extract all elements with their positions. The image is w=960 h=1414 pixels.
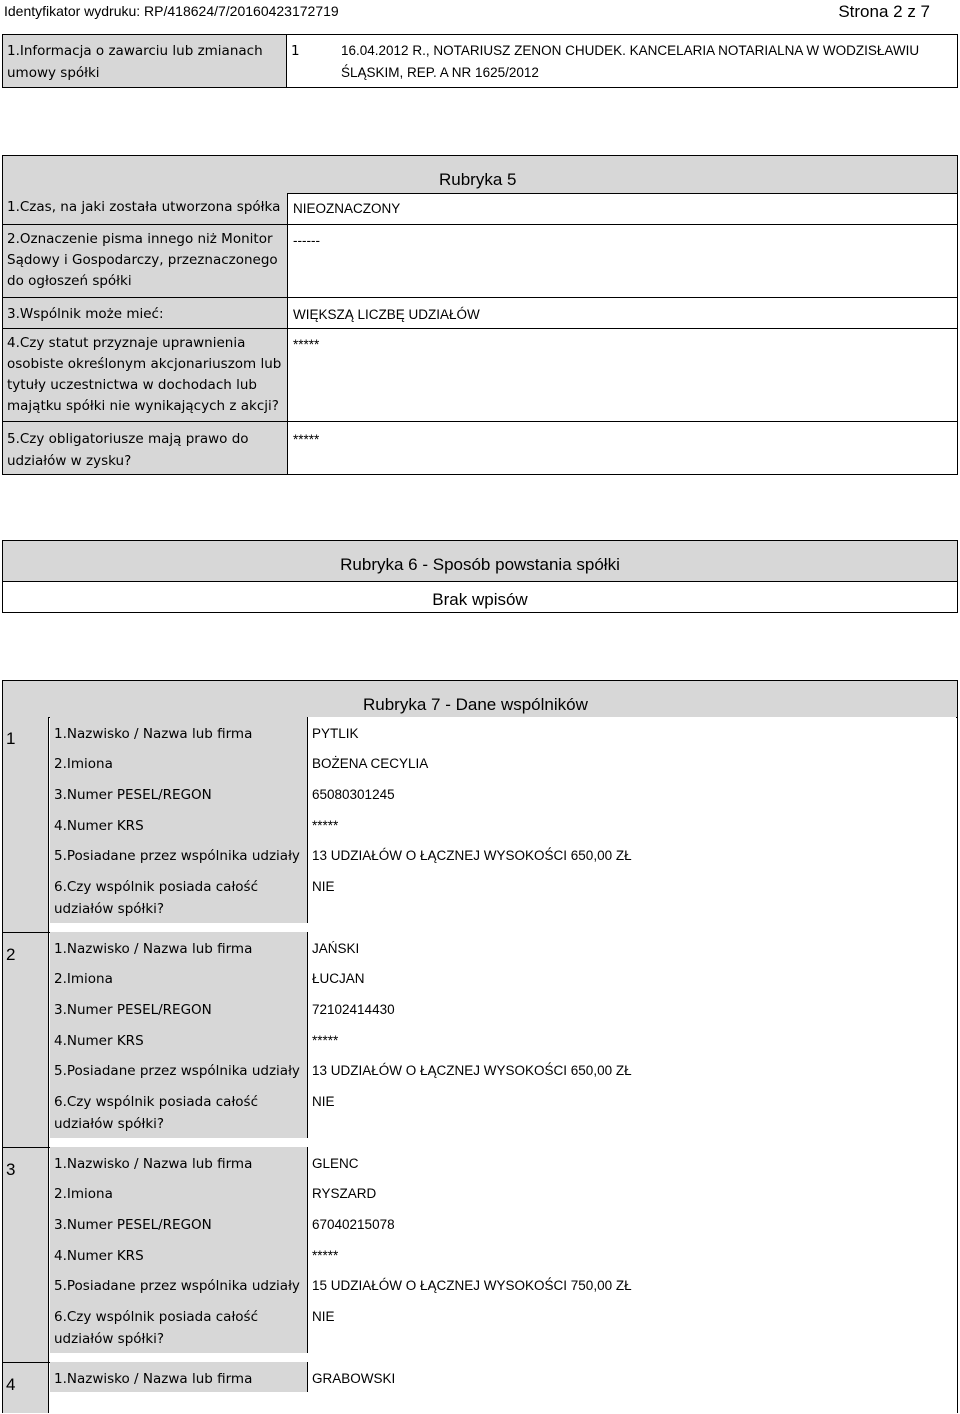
partner-field-label: 1.Nazwisko / Nazwa lub firma bbox=[50, 932, 308, 962]
partner-number: 2 bbox=[3, 932, 49, 1147]
partner-field-value: 65080301245 bbox=[308, 778, 956, 809]
r5-divider bbox=[3, 224, 957, 225]
rubryka-6-title: Rubryka 6 - Sposób powstania spółki bbox=[340, 555, 620, 574]
rubryka-6-section bbox=[2, 540, 958, 613]
r5-divider bbox=[3, 421, 957, 422]
contract-info-num: 1 bbox=[291, 43, 300, 59]
partner-field-value: ***** bbox=[308, 1024, 956, 1054]
partner-field-value: ***** bbox=[308, 1239, 956, 1269]
partner-number: 4 bbox=[3, 1362, 49, 1413]
partner-field-value: NIE bbox=[308, 1085, 956, 1138]
partner-field-label: 3.Numer PESEL/REGON bbox=[50, 993, 308, 1024]
partner-field-label: 6.Czy wspólnik posiada całość udziałów spółki? bbox=[50, 1300, 308, 1353]
rubryka-6-body bbox=[3, 581, 957, 612]
no-entries-text: Brak wpisów bbox=[432, 590, 528, 609]
r5-value-5: ***** bbox=[293, 432, 320, 447]
partner-field-value: GLENC bbox=[308, 1147, 956, 1177]
partner-field-label: 2.Imiona bbox=[50, 747, 308, 778]
r5-divider bbox=[3, 328, 957, 329]
partner-field-value: BOŻENA CECYLIA bbox=[308, 747, 956, 778]
partner-field-label: 6.Czy wspólnik posiada całość udziałów spółki? bbox=[50, 1085, 308, 1138]
r5-label-1: 1.Czas, na jaki została utworzona spółka bbox=[3, 194, 287, 224]
partner-field-value: 72102414430 bbox=[308, 993, 956, 1024]
partner-number: 3 bbox=[3, 1147, 49, 1362]
partner-field-value: NIE bbox=[308, 870, 956, 923]
partner-field-value: PYTLIK bbox=[308, 717, 956, 747]
r5-value-4: ***** bbox=[293, 337, 320, 352]
partner-field-label: 2.Imiona bbox=[50, 1177, 308, 1208]
partner-field-label: 1.Nazwisko / Nazwa lub firma bbox=[50, 1362, 308, 1392]
r5-value-1: NIEOZNACZONY bbox=[293, 201, 401, 216]
partner-field-value: ***** bbox=[308, 809, 956, 839]
contract-info-row bbox=[2, 34, 958, 88]
r5-value-3: WIĘKSZĄ LICZBĘ UDZIAŁÓW bbox=[293, 307, 480, 322]
partner-field-label: 4.Numer KRS bbox=[50, 1239, 308, 1269]
r5-label-4: 4.Czy statut przyznaje uprawnienia osobiste określonym akcjonariuszom lub tytuły uczestnictwa w dochodach lub majątku spółki nie wynikających z akcji? bbox=[3, 331, 287, 421]
partner-field-value: ŁUCJAN bbox=[308, 962, 956, 993]
rubryka-5-title: Rubryka 5 bbox=[439, 170, 517, 189]
partner-field-label: 5.Posiadane przez wspólnika udziały bbox=[50, 839, 308, 870]
rubryka-7-title: Rubryka 7 - Dane wspólników bbox=[363, 695, 588, 714]
contract-info-label: 1.Informacja o zawarciu lub zmianach umowy spółki bbox=[3, 35, 287, 87]
partner-field-value: 15 UDZIAŁÓW O ŁĄCZNEJ WYSOKOŚCI 750,00 ZŁ bbox=[308, 1269, 956, 1300]
page-number: Strona 2 z 7 bbox=[838, 2, 930, 21]
partner-field-label: 5.Posiadane przez wspólnika udziały bbox=[50, 1054, 308, 1085]
r5-divider bbox=[3, 297, 957, 298]
partner-field-label: 3.Numer PESEL/REGON bbox=[50, 1208, 308, 1239]
partner-field-value: 13 UDZIAŁÓW O ŁĄCZNEJ WYSOKOŚCI 650,00 ZŁ bbox=[308, 1054, 956, 1085]
partner-field-value: JAŃSKI bbox=[308, 932, 956, 962]
partner-field-value: 67040215078 bbox=[308, 1208, 956, 1239]
partner-field-label: 3.Numer PESEL/REGON bbox=[50, 778, 308, 809]
print-identifier: Identyfikator wydruku: RP/418624/7/20160423172719 bbox=[4, 3, 339, 19]
partner-field-value: NIE bbox=[308, 1300, 956, 1353]
partner-field-value: 13 UDZIAŁÓW O ŁĄCZNEJ WYSOKOŚCI 650,00 ZŁ bbox=[308, 839, 956, 870]
partner-field-label: 1.Nazwisko / Nazwa lub firma bbox=[50, 717, 308, 747]
r5-label-3: 3.Wspólnik może mieć: bbox=[3, 301, 287, 329]
partner-number: 1 bbox=[3, 717, 49, 932]
r5-value-2: ------ bbox=[293, 233, 320, 248]
r5-label-2: 2.Oznaczenie pisma innego niż Monitor Sądowy i Gospodarczy, przeznaczonego do ogłoszeń spółki bbox=[3, 227, 287, 295]
partner-field-label: 2.Imiona bbox=[50, 962, 308, 993]
partner-field-label: 6.Czy wspólnik posiada całość udziałów spółki? bbox=[50, 870, 308, 923]
partner-field-label: 4.Numer KRS bbox=[50, 1024, 308, 1054]
partner-field-label: 1.Nazwisko / Nazwa lub firma bbox=[50, 1147, 308, 1177]
partner-field-label: 4.Numer KRS bbox=[50, 809, 308, 839]
r5-label-5: 5.Czy obligatoriusze mają prawo do udziałów w zysku? bbox=[3, 426, 287, 474]
print-header bbox=[0, 0, 960, 22]
rubryka-5-section bbox=[2, 155, 958, 475]
partner-field-label: 5.Posiadane przez wspólnika udziały bbox=[50, 1269, 308, 1300]
partner-field-value: GRABOWSKI bbox=[308, 1362, 956, 1392]
partner-field-value: RYSZARD bbox=[308, 1177, 956, 1208]
contract-info-value: 16.04.2012 R., NOTARIUSZ ZENON CHUDEK. KANCELARIA NOTARIALNA W WODZISŁAWIU ŚLĄSKIM, REP. A NR 1625/2012 bbox=[341, 43, 920, 80]
